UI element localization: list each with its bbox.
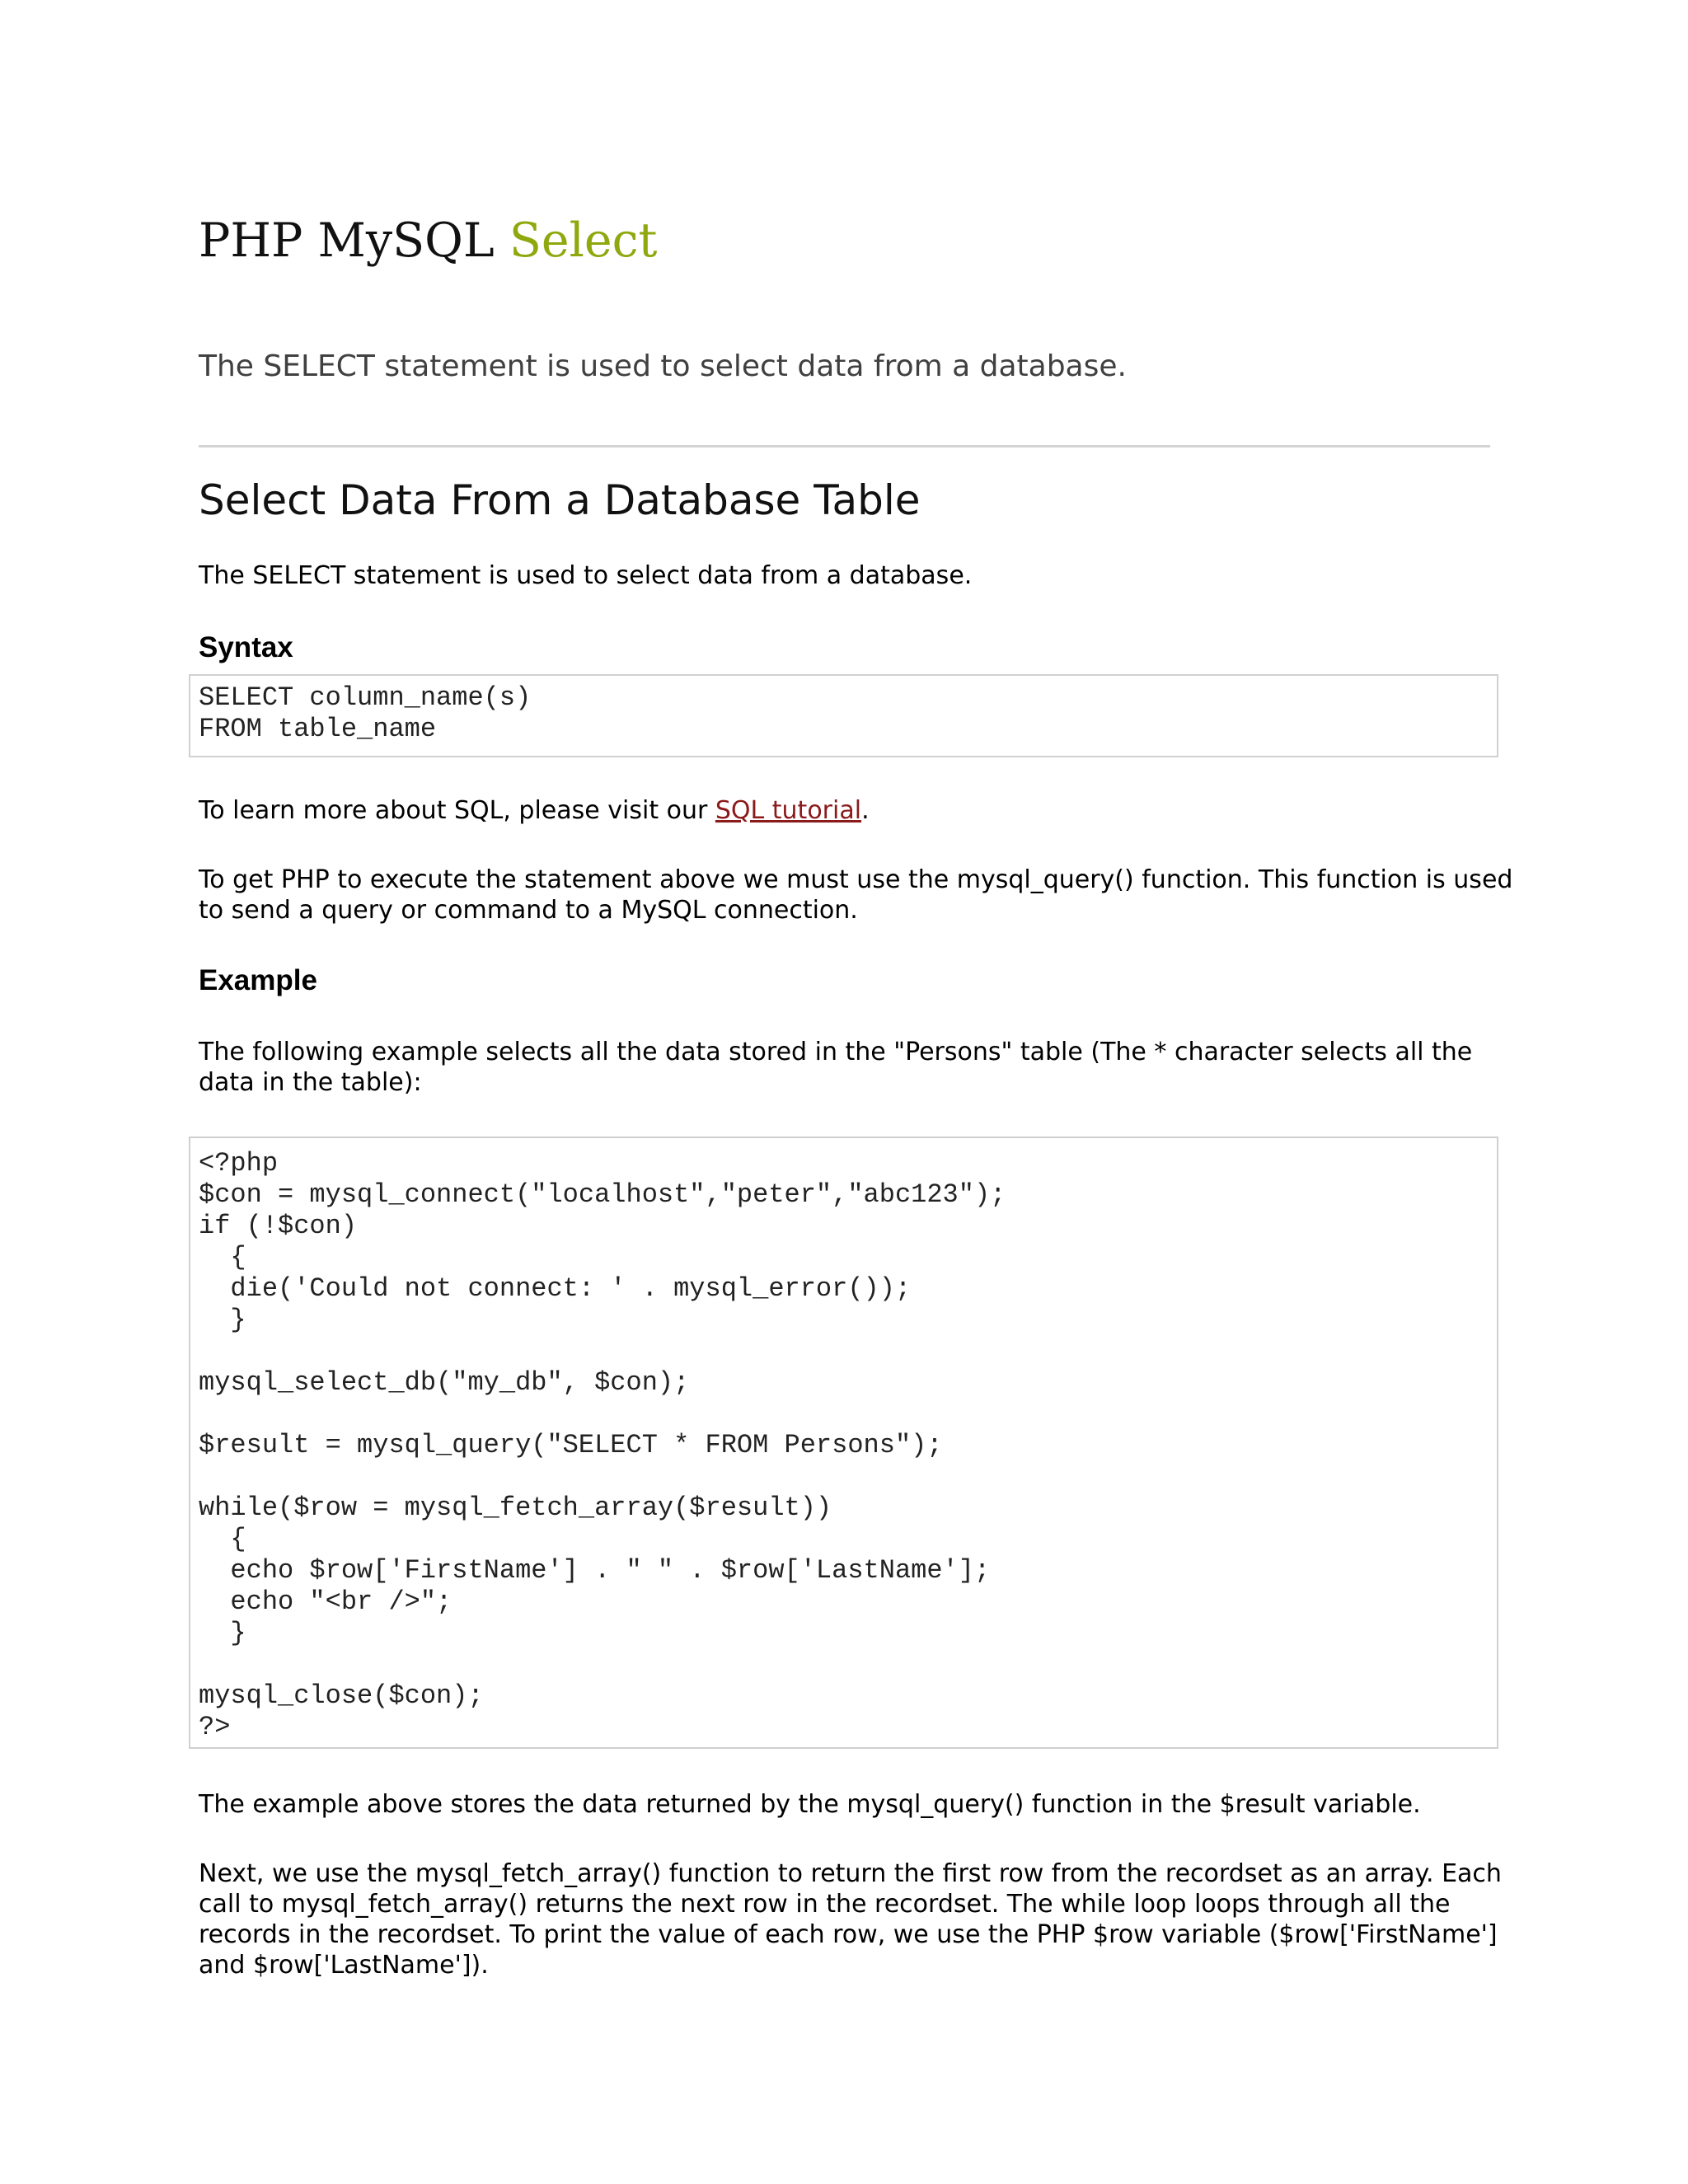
example-code-box — [189, 1137, 1498, 1749]
syntax-code: SELECT column_name(s) FROM table_name — [199, 682, 532, 744]
after-example-text: The example above stores the data returned by the mysql_query() function in the $result variable. — [199, 1790, 1421, 1819]
page-title-main: PHP MySQL — [199, 213, 509, 268]
execute-paragraph: To get PHP to execute the statement above we must use the mysql_query() function. This function is used to send a query or command to a MySQL connection. — [199, 865, 1513, 925]
example-heading: Example — [199, 964, 317, 996]
example-code: <?php $con = mysql_connect("localhost","peter","abc123"); if (!$con) { die('Could not connect: ' . mysql_error()); } mysql_select_db("my_db", $con); $result = mysql_query("SELECT * FROM Persons"); while($row = mysql_fetch_array($result)) { echo $row['FirstName'] . " " . $row['LastName']; echo "<br />"; } mysql_close($con); ?> — [199, 1148, 1006, 1742]
page-title — [199, 208, 657, 274]
learn-more-text — [199, 795, 1517, 826]
learn-more-prefix: To learn more about SQL, please visit our — [199, 796, 715, 825]
syntax-code-box — [189, 674, 1498, 757]
example-intro: The following example selects all the data stored in the "Persons" table (The * character selects all the data in the table): — [199, 1038, 1473, 1097]
learn-more-suffix: . — [861, 796, 870, 825]
fetch-paragraph: Next, we use the mysql_fetch_array() function to return the first row from the recordset as an array. Each call to mysql_fetch_array() returns the next row in the recordset. The while loop loops through all the records in the recordset. To print the value of each row, we use the PHP $row variable ($row['FirstName'] and $row['LastName']). — [199, 1859, 1502, 1980]
page-title-accent: Select — [509, 213, 658, 268]
section-divider — [199, 445, 1490, 448]
sql-tutorial-link[interactable]: SQL tutorial — [715, 796, 862, 825]
section-heading: Select Data From a Database Table — [199, 476, 921, 524]
page-intro: The SELECT statement is used to select data from a database. — [199, 349, 1127, 383]
syntax-heading: Syntax — [199, 631, 293, 663]
section-description: The SELECT statement is used to select data from a database. — [199, 561, 973, 590]
